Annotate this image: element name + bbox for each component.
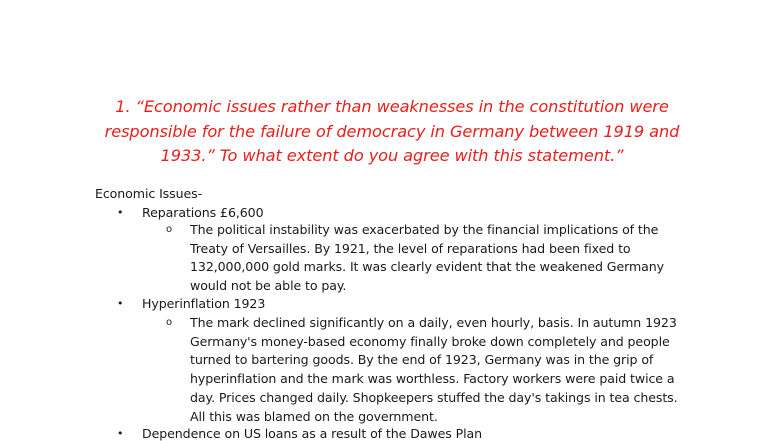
bullet-icon: • [117, 206, 124, 219]
bullet-label: Reparations £6,600 [142, 205, 264, 220]
bullet-icon: • [117, 297, 124, 310]
circle-bullet-icon: o [166, 317, 173, 328]
sub-item-reparations-detail [166, 221, 686, 296]
section-heading: Economic Issues- [95, 186, 203, 201]
bullet-item-hyperinflation [117, 295, 265, 312]
bullet-label: Dependence on US loans as a result of the Dawes Plan [142, 426, 483, 441]
bullet-icon: • [117, 427, 124, 440]
circle-bullet-icon: o [166, 224, 173, 235]
sub-item-text: The mark declined significantly on a daily, even hourly, basis. In autumn 1923 Germany's money-based economy finally broke down completely and people turned to bartering goods. By the end of 1923, Germany was in the grip of hyperinflation and the mark was worthless. Factory workers were paid twice a day. Prices changed daily. Shopkeepers stuffed the day's takings in tea chests. All this was blamed on the government. [190, 315, 678, 424]
sub-item-text: The political instability was exacerbated by the financial implications of the Treaty of Versailles. By 1921, the level of reparations had been fixed to 132,000,000 gold marks. It was clearly evident that the weakened Germany would not be able to pay. [190, 222, 664, 294]
bullet-item-dawes-plan [117, 425, 482, 441]
bullet-item-reparations [117, 204, 264, 221]
essay-question-title: 1. “Economic issues rather than weaknesses in the constitution were responsible for the failure of democracy in Germany between 1919 and 1933.” To what extent do you agree with this statement.” [104, 97, 680, 165]
sub-item-hyperinflation-detail [166, 314, 686, 426]
bullet-label: Hyperinflation 1923 [142, 296, 266, 311]
